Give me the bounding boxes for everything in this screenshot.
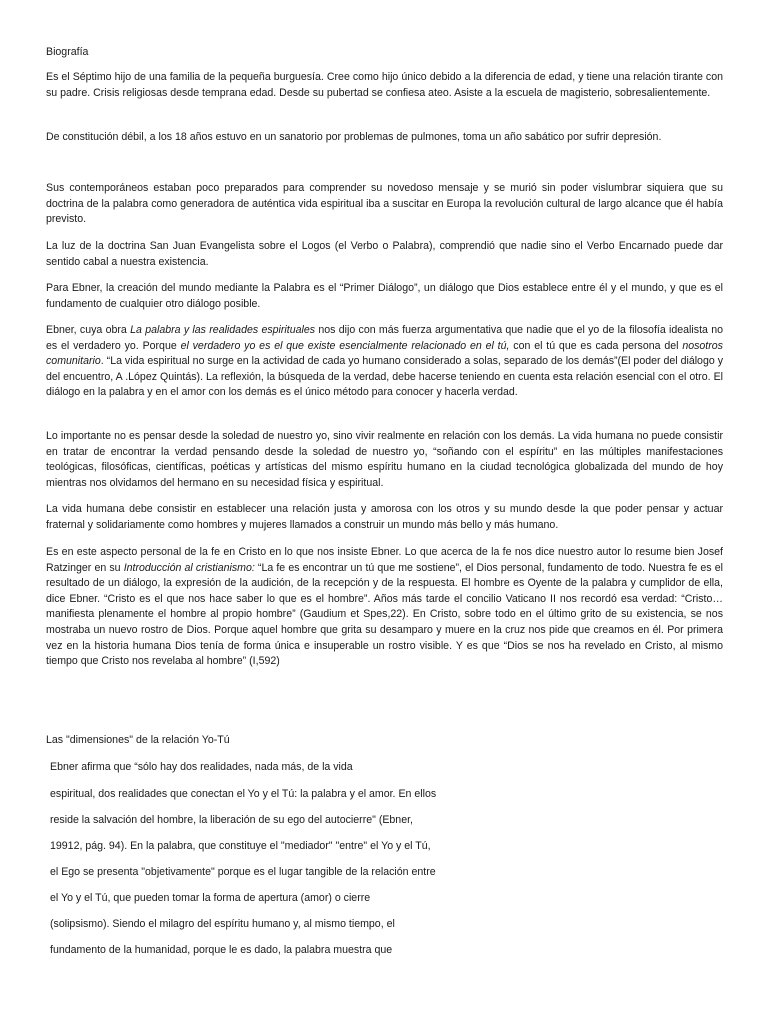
- paragraph-contemporaries: Sus contemporáneos estaban poco preparados para comprender su novedoso mensaje y se murió sin poder vislumbrar siquiera que su doctrina de la palabra como generadora de auténtica vida espiritual iba a suscitar en Europa la revolución cultural de largo alcance que él había previsto.: [46, 182, 723, 226]
- text-line: espiritual, dos realidades que conectan el Yo y el Tú: la palabra y el amor. En ellos: [50, 788, 437, 800]
- text-line: 19912, pág. 94). En la palabra, que constituye el "mediador" "entre" el Yo y el Tú,: [50, 840, 431, 852]
- biography-heading: Biografía: [46, 46, 89, 58]
- paragraph-just-relation: La vida humana debe consistir en establecer una relación justa y amorosa con los otros y su mundo desde la que poder pensar y actuar fraternal y solidariamente como hombres y mujeres llamados a construir un mundo más bello y más humano.: [46, 503, 723, 531]
- text-line: Ebner afirma que “sólo hay dos realidades, nada más, de la vida: [50, 761, 353, 773]
- text-line: fundamento de la humanidad, porque le es dado, la palabra muestra que: [50, 944, 393, 956]
- text-line: el Yo y el Tú, que pueden tomar la forma de apertura (amor) o cierre: [50, 892, 371, 904]
- text-line: reside la salvación del hombre, la liberación de su ego del autocierre" (Ebner,: [50, 814, 413, 826]
- paragraph-faith-christ: Es en este aspecto personal de la fe en Cristo en lo que nos insiste Ebner. Lo que acerca de la fe nos dice nuestro autor lo resume bien Josef Ratzinger en su Introducción al cristianismo: “La fe es encontrar un tú que me sostiene”, el Dios personal, fundamento de todo. Nuestra fe es el resultado de un diálogo, la expresión de la audición, de la recepción y de la respuesta. El hombre es Oyente de la palabra y cumplidor de ella, dice Ebner. “Cristo es el que nos hace saber lo que es el hombre”. Años más tarde el concilio Vaticano II nos recordó esa verdad: “Cristo…manifiesta plenamente el hombre al propio hombre” (Gaudium et Spes,22). En Cristo, sobre todo en el último grito de su existencia, se nos mostraba un nuevo rostro de Dios. Porque aquel hombre que grita su desamparo y muere en la cruz nos pide que creamos en él. Por primera vez en la historia humana Dios tenía de forma única e insuperable un rostro visible. Y es que “Dios se nos ha revelado en Cristo, al mismo tiempo que Cristo nos revelaba al hombre” (I,592): [46, 546, 723, 668]
- section-title-dimensions: Las "dimensiones" de la relación Yo-Tú: [46, 734, 230, 746]
- paragraph-family: Es el Séptimo hijo de una familia de la pequeña burguesía. Cree como hijo único debido a la diferencia de edad, y tiene una relación tirante con su padre. Crisis religiosas desde temprana edad. Desde su pubertad se confiesa ateo. Asiste a la escuela de magisterio, sobresalientemente.: [46, 71, 723, 99]
- paragraph-first-dialogue: Para Ebner, la creación del mundo mediante la Palabra es el “Primer Diálogo”, un diálogo que Dios establece entre él y el mundo, y que es el fundamento de cualquier otro diálogo posible.: [46, 282, 723, 310]
- text-line: el Ego se presenta "objetivamente" porque es el lugar tangible de la relación entre: [50, 866, 436, 878]
- paragraph-logos: La luz de la doctrina San Juan Evangelista sobre el Logos (el Verbo o Palabra), comprendió que nadie sino el Verbo Encarnado puede dar sentido cabal a nuestra existencia.: [46, 240, 723, 268]
- paragraph-health: De constitución débil, a los 18 años estuvo en un sanatorio por problemas de pulmones, toma un año sabático por sufrir depresión.: [46, 131, 662, 143]
- paragraph-ebner-work: Ebner, cuya obra La palabra y las realidades espirituales nos dijo con más fuerza argumentativa que nadie que el yo de la filosofía idealista no es el verdadero yo. Porque el verdadero yo es el que existe esencialmente relacionado en el tú, con el tú que es cada persona del nosotros comunitario. “La vida espiritual no surge en la actividad de cada yo humano considerado a solas, separado de los demás”(El poder del diálogo y del encuentro, A .López Quintás). La reflexión, la búsqueda de la verdad, debe hacerse teniendo en cuenta esta relación esencial con el otro. El diálogo en la palabra y en el amor con los demás es el único método para conocer y hacerla verdad.: [46, 324, 723, 399]
- text-line: (solipsismo). Siendo el milagro del espíritu humano y, al mismo tiempo, el: [50, 918, 395, 930]
- paragraph-living-relation: Lo importante no es pensar desde la soledad de nuestro yo, sino vivir realmente en relación con los demás. La vida humana no puede consistir en tratar de encontrar la verdad pensando desde la soledad de nuestro yo, “soñando con el espíritu” en las múltiples manifestaciones teológicas, filosóficas, científicas, poéticas y artísticas del mismo espíritu humano en la ciudad tecnológica globalizada del mundo de hoy mientras nos olvidamos del hermano en su necesidad física y espiritual.: [46, 430, 723, 489]
